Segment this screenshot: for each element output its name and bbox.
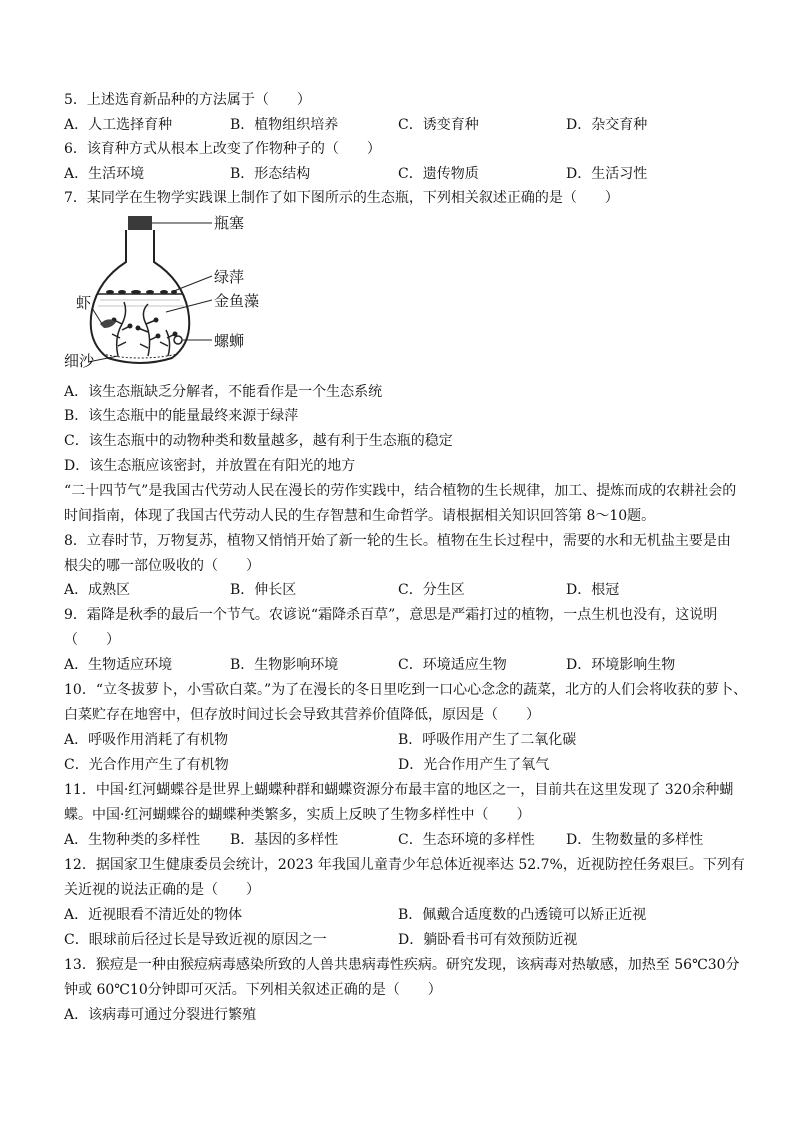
q8-option-b: B．伸长区 xyxy=(230,582,297,598)
q11-stem-1: 11．中国·红河蝴蝶谷是世界上蝴蝶种群和蝴蝶资源分布最丰富的地区之一，目前共在这里发现了 320余种蝴 xyxy=(64,782,734,798)
q9-option-d: D．环境影响生物 xyxy=(566,657,676,673)
label-snail: 螺蛳 xyxy=(214,332,245,350)
q11-options xyxy=(64,830,730,850)
label-hornwort: 金鱼藻 xyxy=(214,292,260,310)
stopper-shape xyxy=(128,216,152,230)
q12-options-row-1 xyxy=(64,905,730,925)
q13-option-a: A．该病毒可通过分裂进行繁殖 xyxy=(64,1007,257,1023)
q10-option-c: C．光合作用产生了有机物 xyxy=(64,757,229,773)
q13-stem-1: 13．猴痘是一种由猴痘病毒感染所致的人兽共患病毒性疾病。研究发现，该病毒对热敏感，加热至 56℃30分 xyxy=(64,957,740,973)
q9-options xyxy=(64,655,730,675)
water-texture xyxy=(98,300,184,306)
q10-option-d: D．光合作用产生了氧气 xyxy=(398,757,550,773)
label-stopper: 瓶塞 xyxy=(214,214,245,232)
q10-options-row-2 xyxy=(64,755,730,775)
q11-option-b: B．基因的多样性 xyxy=(230,832,339,848)
q8-option-d: D．根冠 xyxy=(566,582,620,598)
q11-stem-2: 蝶。中国·红河蝴蝶谷的蝴蝶种类繁多，实质上反映了生物多样性中（ ） xyxy=(64,807,531,823)
q13-stem-2: 钟或 60℃10分钟即可灭活。下列相关叙述正确的是（ ） xyxy=(64,982,442,998)
q11-option-c: C．生态环境的多样性 xyxy=(398,832,535,848)
q8-stem-2: 根尖的哪一部位吸收的（ ） xyxy=(64,558,260,574)
q6-stem: 6．该育种方式从根本上改变了作物种子的（ ） xyxy=(64,141,381,157)
q5-option-b: B．植物组织培养 xyxy=(230,117,339,133)
q12-stem-1: 12．据国家卫生健康委员会统计，2023 年我国儿童青少年总体近视率达 52.7%，近视防控任务艰巨。下列有 xyxy=(64,857,745,873)
q5-option-d: D．杂交育种 xyxy=(566,117,648,133)
q10-option-b: B．呼吸作用产生了二氧化碳 xyxy=(398,732,577,748)
intro-line-1: “二十四节气”是我国古代劳动人民在漫长的劳作实践中，结合植物的生长规律，加工、提炼而成的农耕社会的 xyxy=(64,483,737,499)
q7-option-c: C．该生态瓶中的动物种类和数量越多，越有利于生态瓶的稳定 xyxy=(64,433,453,449)
ecosystem-bottle-figure xyxy=(64,212,278,370)
label-shrimp: 虾 xyxy=(76,294,92,312)
intro-line-2: 时间指南，体现了我国古代劳动人民的生存智慧和生命哲学。请根据相关知识回答第 8～10题。 xyxy=(64,508,656,524)
q10-option-a: A．呼吸作用消耗了有机物 xyxy=(64,732,229,748)
q6-options xyxy=(64,164,730,184)
q12-option-b: B．佩戴合适度数的凸透镜可以矫正近视 xyxy=(398,907,647,923)
q7-option-b: B．该生态瓶中的能量最终来源于绿萍 xyxy=(64,408,299,424)
q12-option-c: C．眼球前后径过长是导致近视的原因之一 xyxy=(64,932,327,948)
q6-option-a: A．生活环境 xyxy=(64,166,145,182)
q11-option-a: A．生物种类的多样性 xyxy=(64,832,201,848)
label-duckweed: 绿萍 xyxy=(214,268,245,286)
snail-shape xyxy=(174,336,182,344)
hornwort-shape xyxy=(112,302,175,356)
q10-options-row-1 xyxy=(64,730,730,750)
q5-option-c: C．诱变育种 xyxy=(398,117,479,133)
label-sand: 细沙 xyxy=(64,352,95,370)
q6-option-b: B．形态结构 xyxy=(230,166,311,182)
q6-option-d: D．生活习性 xyxy=(566,166,648,182)
q7-stem: 7．某同学在生物学实践课上制作了如下图所示的生态瓶，下列相关叙述正确的是（ ） xyxy=(64,190,619,206)
q12-options-row-2 xyxy=(64,930,730,950)
q10-stem-2: 白菜贮存在地窖中，但存放时间过长会导致其营养价值降低，原因是（ ） xyxy=(64,707,540,723)
q12-option-a: A．近视眼看不清近处的物体 xyxy=(64,907,243,923)
q9-stem-1: 9．霜降是秋季的最后一个节气。农谚说“霜降杀百草”，意思是严霜打过的植物，一点生机也没有，这说明 xyxy=(64,607,718,623)
q5-stem: 5．上述选育新品种的方法属于（ ） xyxy=(64,92,311,108)
q9-stem-2: （ ） xyxy=(64,632,120,648)
q7-option-a: A．该生态瓶缺乏分解者，不能看作是一个生态系统 xyxy=(64,384,383,400)
q8-options xyxy=(64,580,730,600)
q5-options xyxy=(64,115,730,135)
q11-option-d: D．生物数量的多样性 xyxy=(566,832,704,848)
q5-option-a: A．人工选择育种 xyxy=(64,117,173,133)
q6-option-c: C．遗传物质 xyxy=(398,166,479,182)
q7-option-d: D．该生态瓶应该密封，并放置在有阳光的地方 xyxy=(64,458,356,474)
q8-option-c: C．分生区 xyxy=(398,582,465,598)
q12-option-d: D．躺卧看书可有效预防近视 xyxy=(398,932,578,948)
q8-option-a: A．成熟区 xyxy=(64,582,131,598)
q9-option-a: A．生物适应环境 xyxy=(64,657,173,673)
q8-stem-1: 8．立春时节，万物复苏，植物又悄悄开始了新一轮的生长。植物在生长过程中，需要的水和无机盐主要是由 xyxy=(64,533,731,549)
q12-stem-2: 关近视的说法正确的是（ ） xyxy=(64,882,260,898)
q10-stem-1: 10．“立冬拔萝卜，小雪砍白菜。”为了在漫长的冬日里吃到一口心心念念的蔬菜，北方的人们会将收获的萝卜、 xyxy=(64,682,748,698)
bottle-diagram xyxy=(78,212,278,370)
q9-option-b: B．生物影响环境 xyxy=(230,657,339,673)
q9-option-c: C．环境适应生物 xyxy=(398,657,507,673)
